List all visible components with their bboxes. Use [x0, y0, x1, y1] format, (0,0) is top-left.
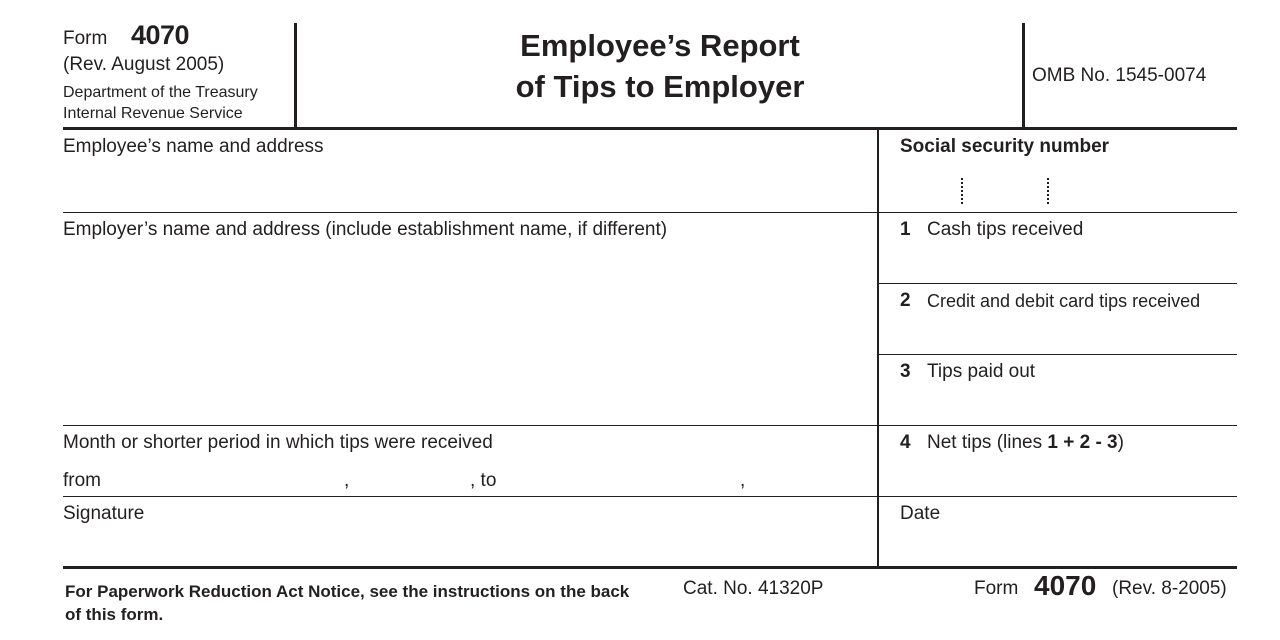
column-divider	[877, 129, 879, 567]
agency-name: Internal Revenue Service	[63, 105, 243, 122]
header-bottom-rule	[63, 127, 1237, 130]
form-number: 4070	[131, 20, 190, 50]
line-3-label: Tips paid out	[927, 361, 1036, 382]
employee-name-address-input[interactable]	[63, 165, 872, 207]
form-title	[297, 25, 1023, 107]
footer-top-rule	[63, 566, 1237, 569]
employer-name-label: Employer’s name and address (include establishment name, if different)	[63, 219, 668, 240]
ssn-label: Social security number	[900, 136, 1110, 157]
row-rule-3	[63, 496, 1237, 497]
line-1-number: 1	[900, 219, 911, 240]
line-4-label	[927, 432, 1124, 454]
date-label: Date	[900, 503, 941, 524]
department-name: Department of the Treasury	[63, 84, 258, 101]
period-label: Month or shorter period in which tips were received	[63, 432, 493, 453]
line-rule-2	[878, 354, 1237, 355]
footer-revision: (Rev. 8-2005)	[1112, 578, 1227, 599]
net-tips-input[interactable]	[900, 459, 1234, 495]
line-2-number: 2	[900, 290, 911, 311]
signature-input[interactable]	[63, 530, 872, 564]
line-rule-1	[878, 283, 1237, 284]
form-revision: (Rev. August 2005)	[63, 54, 225, 75]
row-rule-2	[63, 425, 1237, 426]
to-comma: ,	[740, 470, 746, 491]
to-year-input[interactable]	[750, 467, 872, 497]
catalog-number: Cat. No. 41320P	[683, 578, 824, 599]
footer-form-word: Form	[974, 578, 1019, 599]
line-2-label: Credit and debit card tips received	[927, 291, 1201, 311]
to-label: , to	[470, 470, 497, 491]
from-date-input[interactable]	[110, 467, 344, 497]
line-4-number: 4	[900, 432, 911, 453]
omb-number: OMB No. 1545-0074	[1032, 65, 1207, 86]
title-line-2: of Tips to Employer	[515, 69, 805, 104]
cash-tips-input[interactable]	[900, 246, 1234, 282]
to-date-input[interactable]	[506, 467, 740, 497]
tips-paid-out-input[interactable]	[900, 388, 1234, 424]
row-rule-1	[63, 212, 1237, 213]
line-4-formula: 1 + 2 - 3	[1047, 432, 1118, 453]
from-comma: ,	[344, 470, 350, 491]
signature-label: Signature	[63, 503, 145, 524]
from-year-input[interactable]	[352, 467, 470, 497]
employer-name-address-input[interactable]	[63, 248, 872, 422]
ssn-input[interactable]	[900, 172, 1234, 208]
date-input[interactable]	[900, 530, 1234, 564]
from-label: from	[63, 470, 101, 491]
form-word: Form	[63, 28, 108, 49]
line-3-number: 3	[900, 361, 911, 382]
title-line-1: Employee’s Report	[520, 28, 800, 63]
line-4-label-close: )	[1117, 432, 1124, 453]
line-4-label-text: Net tips (lines	[927, 432, 1048, 453]
footer-form-number: 4070	[1034, 570, 1097, 601]
header-divider-right	[1022, 23, 1025, 127]
employee-name-label: Employee’s name and address	[63, 136, 324, 157]
line-1-label: Cash tips received	[927, 219, 1084, 240]
paperwork-notice: For Paperwork Reduction Act Notice, see the instructions on the back of this form.	[65, 582, 630, 624]
card-tips-input[interactable]	[900, 317, 1234, 353]
